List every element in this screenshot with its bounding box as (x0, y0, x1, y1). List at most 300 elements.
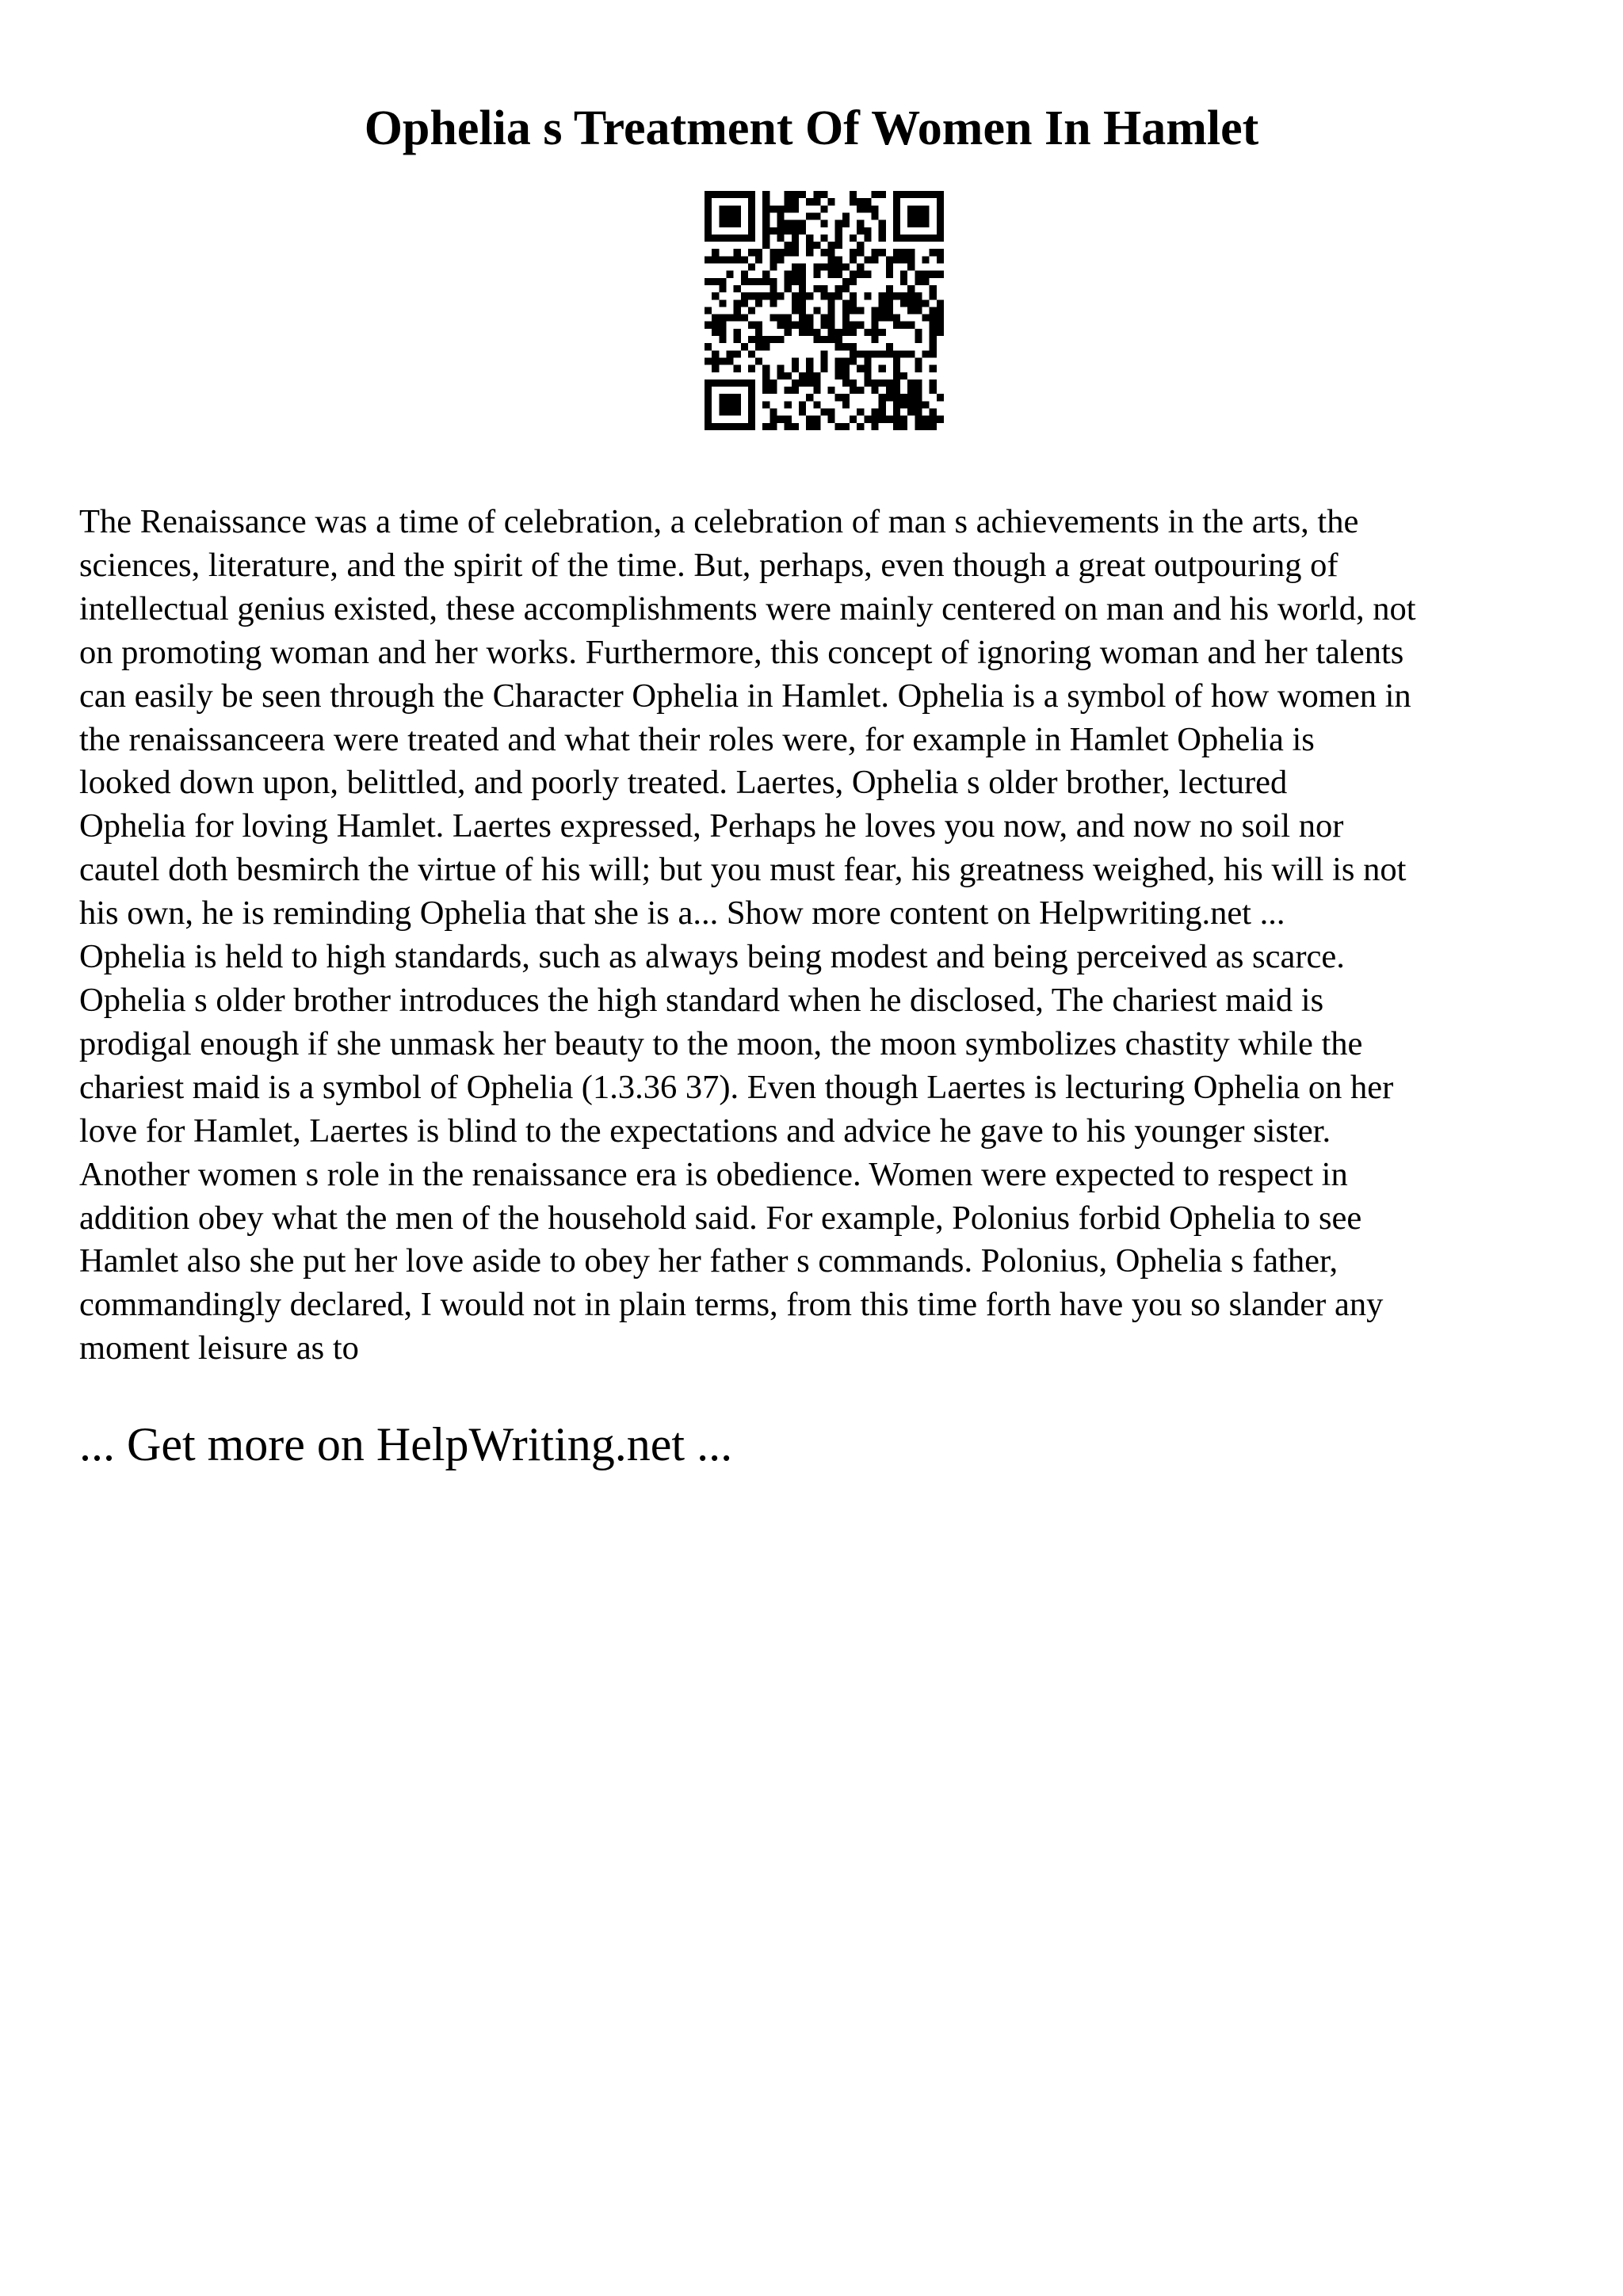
qr-module (785, 372, 792, 379)
body-line: commandingly declared, I would not in plain terms, from this time forth have you so slander any (79, 1286, 1384, 1324)
qr-module (886, 315, 893, 322)
qr-module (799, 379, 806, 387)
qr-module (734, 256, 741, 263)
qr-module (734, 394, 741, 401)
qr-module (864, 292, 871, 299)
qr-module (835, 329, 842, 336)
qr-module (762, 242, 769, 249)
qr-module (915, 212, 922, 219)
qr-module (792, 227, 799, 235)
qr-module (893, 198, 900, 205)
qr-module (792, 191, 799, 198)
qr-module (893, 357, 900, 364)
qr-module (785, 249, 792, 256)
qr-module (719, 379, 726, 387)
qr-module (835, 227, 842, 235)
qr-module (799, 322, 806, 329)
qr-module (769, 416, 777, 423)
qr-module (900, 292, 907, 299)
qr-module (799, 372, 806, 379)
qr-module (857, 409, 864, 416)
qr-module (915, 365, 922, 372)
qr-module (712, 256, 719, 263)
qr-module (762, 205, 769, 212)
qr-module (769, 249, 777, 256)
qr-module (857, 350, 864, 357)
get-more-link[interactable]: ... Get more on HelpWriting.net ... (79, 1418, 733, 1470)
qr-module (864, 357, 871, 364)
qr-module (705, 322, 712, 329)
qr-module (907, 401, 915, 408)
qr-module (734, 409, 741, 416)
qr-module (748, 212, 755, 219)
qr-module (734, 379, 741, 387)
qr-module (879, 409, 886, 416)
qr-module (712, 379, 719, 387)
qr-module (705, 198, 712, 205)
qr-module (930, 379, 937, 387)
qr-module (785, 322, 792, 329)
qr-module (748, 307, 755, 314)
qr-module (762, 387, 769, 394)
qr-module (930, 329, 937, 336)
qr-module (893, 220, 900, 227)
qr-module (828, 242, 835, 249)
qr-module (828, 256, 835, 263)
qr-module (835, 336, 842, 343)
qr-module (893, 350, 900, 357)
qr-module (915, 379, 922, 387)
qr-module (769, 227, 777, 235)
qr-module (850, 416, 857, 423)
qr-module (726, 394, 733, 401)
qr-module (879, 235, 886, 242)
qr-module (734, 307, 741, 314)
qr-module (777, 220, 785, 227)
qr-module (785, 278, 792, 285)
qr-module (850, 387, 857, 394)
body-text (79, 501, 1577, 1371)
qr-module (748, 336, 755, 343)
qr-module (871, 315, 878, 322)
qr-module (930, 235, 937, 242)
qr-module (857, 387, 864, 394)
qr-module (719, 191, 726, 198)
qr-module (726, 350, 733, 357)
qr-module (922, 401, 930, 408)
qr-module (813, 329, 820, 336)
qr-module (762, 423, 769, 430)
qr-module (719, 357, 726, 364)
qr-module (712, 249, 719, 256)
qr-code[interactable] (705, 191, 944, 430)
qr-module (705, 423, 712, 430)
qr-module (930, 271, 937, 278)
qr-module (777, 416, 785, 423)
qr-module (850, 329, 857, 336)
qr-module (907, 350, 915, 357)
qr-module (900, 191, 907, 198)
qr-module (762, 191, 769, 198)
qr-module (820, 285, 827, 292)
qr-module (915, 357, 922, 364)
qr-module (820, 350, 827, 357)
qr-module (769, 264, 777, 271)
qr-module (748, 322, 755, 329)
qr-module (806, 235, 813, 242)
qr-module (792, 387, 799, 394)
qr-module (806, 249, 813, 256)
qr-module (726, 409, 733, 416)
qr-module (734, 423, 741, 430)
qr-module (842, 212, 850, 219)
qr-module (806, 329, 813, 336)
qr-module (886, 285, 893, 292)
qr-module (842, 329, 850, 336)
qr-module (726, 379, 733, 387)
body-line: the renaissanceera were treated and what their roles were, for example in Hamlet Ophelia is (79, 720, 1315, 758)
qr-module (871, 256, 878, 263)
qr-module (748, 394, 755, 401)
qr-module (886, 264, 893, 271)
qr-module (741, 343, 748, 350)
qr-module (726, 191, 733, 198)
qr-module (900, 278, 907, 285)
qr-module (741, 379, 748, 387)
qr-module (835, 285, 842, 292)
qr-module (726, 315, 733, 322)
qr-module (871, 205, 878, 212)
qr-module (762, 271, 769, 278)
qr-module (748, 249, 755, 256)
qr-module (893, 365, 900, 372)
qr-module (762, 401, 769, 408)
qr-module (785, 242, 792, 249)
qr-module (755, 299, 762, 307)
qr-module (850, 322, 857, 329)
qr-module (719, 235, 726, 242)
qr-module (930, 423, 937, 430)
qr-module (777, 315, 785, 322)
qr-module (792, 235, 799, 242)
qr-module (755, 343, 762, 350)
qr-module (712, 357, 719, 364)
qr-module (864, 372, 871, 379)
qr-module (712, 350, 719, 357)
qr-module (755, 249, 762, 256)
qr-module (930, 336, 937, 343)
qr-module (828, 416, 835, 423)
qr-module (842, 394, 850, 401)
qr-module (820, 292, 827, 299)
qr-module (893, 292, 900, 299)
qr-module (799, 227, 806, 235)
qr-module (806, 357, 813, 364)
qr-module (893, 227, 900, 235)
qr-module (937, 322, 944, 329)
qr-module (762, 372, 769, 379)
qr-module (820, 357, 827, 364)
qr-module (922, 235, 930, 242)
qr-module (922, 205, 930, 212)
document-title: Ophelia s Treatment Of Women In Hamlet (364, 101, 1259, 155)
qr-module (777, 227, 785, 235)
qr-module (785, 387, 792, 394)
qr-module (785, 315, 792, 322)
qr-module (842, 379, 850, 387)
qr-module (748, 292, 755, 299)
qr-module (755, 357, 762, 364)
qr-module (879, 379, 886, 387)
qr-module (864, 350, 871, 357)
qr-module (762, 198, 769, 205)
qr-module (900, 416, 907, 423)
body-line: The Renaissance was a time of celebration, a celebration of man s achievements in the arts, the (79, 503, 1359, 540)
qr-module (785, 285, 792, 292)
qr-module (915, 394, 922, 401)
qr-module (907, 299, 915, 307)
qr-module (915, 220, 922, 227)
qr-module (734, 249, 741, 256)
qr-module (879, 307, 886, 314)
qr-module (705, 278, 712, 285)
qr-module (828, 249, 835, 256)
qr-module (734, 191, 741, 198)
qr-module (769, 205, 777, 212)
qr-module (813, 372, 820, 379)
qr-module (930, 387, 937, 394)
qr-module (850, 357, 857, 364)
qr-module (777, 365, 785, 372)
qr-module (850, 278, 857, 285)
qr-module (799, 271, 806, 278)
qr-module (900, 256, 907, 263)
qr-module (907, 191, 915, 198)
qr-module (835, 271, 842, 278)
qr-module (857, 322, 864, 329)
qr-module (937, 299, 944, 307)
qr-module (922, 315, 930, 322)
qr-module (705, 343, 712, 350)
qr-module (813, 423, 820, 430)
body-line: moment leisure as to (79, 1329, 359, 1367)
qr-module (893, 205, 900, 212)
qr-module (900, 401, 907, 408)
qr-module (748, 416, 755, 423)
qr-module (828, 292, 835, 299)
qr-module (857, 271, 864, 278)
qr-module (785, 416, 792, 423)
qr-module (915, 292, 922, 299)
body-line: prodigal enough if she unmask her beauty to the moon, the moon symbolizes chastity while the (79, 1024, 1363, 1062)
qr-module (755, 292, 762, 299)
qr-module (864, 205, 871, 212)
qr-module (937, 394, 944, 401)
qr-module (741, 235, 748, 242)
qr-module (850, 198, 857, 205)
qr-module (712, 235, 719, 242)
qr-module (769, 409, 777, 416)
qr-module (850, 292, 857, 299)
qr-module (850, 379, 857, 387)
qr-module (937, 198, 944, 205)
qr-module (835, 423, 842, 430)
qr-module (762, 235, 769, 242)
qr-module (907, 212, 915, 219)
qr-module (864, 365, 871, 372)
qr-module (806, 365, 813, 372)
qr-module (820, 235, 827, 242)
qr-module (820, 315, 827, 322)
qr-module (806, 416, 813, 423)
body-line: his own, he is reminding Ophelia that she is a... Show more content on Helpwriting.net ... (79, 894, 1285, 933)
qr-module (900, 372, 907, 379)
qr-module (850, 299, 857, 307)
qr-module (820, 322, 827, 329)
body-line: Ophelia for loving Hamlet. Laertes expressed, Perhaps he loves you now, and now no soil nor (79, 807, 1344, 845)
qr-module (850, 350, 857, 357)
body-line: addition obey what the men of the household said. For example, Polonius forbid Ophelia to see (79, 1199, 1362, 1237)
qr-module (864, 256, 871, 263)
qr-module (871, 212, 878, 219)
qr-module (842, 315, 850, 322)
qr-module (799, 307, 806, 314)
qr-module (792, 365, 799, 372)
qr-module (755, 256, 762, 263)
qr-module (893, 256, 900, 263)
qr-module (769, 256, 777, 263)
qr-module (922, 278, 930, 285)
qr-module (864, 198, 871, 205)
qr-module (879, 416, 886, 423)
qr-module (857, 307, 864, 314)
qr-module (777, 205, 785, 212)
qr-module (813, 379, 820, 387)
qr-module (748, 401, 755, 408)
qr-module (828, 336, 835, 343)
qr-module (741, 299, 748, 307)
qr-module (828, 299, 835, 307)
qr-module (930, 249, 937, 256)
qr-module (785, 401, 792, 408)
qr-module (930, 191, 937, 198)
qr-module (864, 416, 871, 423)
qr-module (937, 220, 944, 227)
qr-module (726, 235, 733, 242)
qr-module (842, 278, 850, 285)
body-line: Ophelia s older brother introduces the high standard when he disclosed, The chariest maid is (79, 981, 1324, 1019)
qr-module (748, 235, 755, 242)
qr-module (769, 299, 777, 307)
qr-module (922, 423, 930, 430)
qr-module (850, 191, 857, 198)
body-line: Ophelia is held to high standards, such as always being modest and being perceived as scarce. (79, 938, 1345, 976)
qr-module (879, 249, 886, 256)
qr-module (712, 315, 719, 322)
qr-module (886, 307, 893, 314)
qr-module (719, 401, 726, 408)
qr-module (907, 264, 915, 271)
qr-module (748, 220, 755, 227)
qr-module (879, 329, 886, 336)
qr-module (785, 220, 792, 227)
qr-module (893, 191, 900, 198)
qr-module (842, 307, 850, 314)
qr-module (842, 372, 850, 379)
qr-module (930, 285, 937, 292)
qr-module (907, 205, 915, 212)
body-line: intellectual genius existed, these accomplishments were mainly centered on man and his world, not (79, 589, 1416, 627)
qr-module (886, 387, 893, 394)
qr-module (857, 198, 864, 205)
qr-module (762, 343, 769, 350)
qr-module (879, 191, 886, 198)
qr-module (719, 220, 726, 227)
qr-module (762, 379, 769, 387)
qr-module (762, 365, 769, 372)
qr-module (871, 423, 878, 430)
qr-module (864, 329, 871, 336)
qr-module (792, 322, 799, 329)
qr-module (777, 372, 785, 379)
qr-module (799, 191, 806, 198)
qr-module (792, 299, 799, 307)
qr-module (705, 235, 712, 242)
qr-module (850, 307, 857, 314)
qr-module (734, 205, 741, 212)
qr-module (864, 379, 871, 387)
qr-module (820, 264, 827, 271)
qr-module (719, 423, 726, 430)
qr-module (755, 322, 762, 329)
qr-module (719, 278, 726, 285)
qr-module (871, 191, 878, 198)
qr-module (769, 423, 777, 430)
qr-module (705, 212, 712, 219)
qr-module (785, 191, 792, 198)
qr-module (806, 372, 813, 379)
qr-module (741, 292, 748, 299)
qr-module (712, 423, 719, 430)
qr-module (915, 401, 922, 408)
qr-module (748, 278, 755, 285)
body-line: Hamlet also she put her love aside to obey her father s commands. Polonius, Ophelia s father, (79, 1242, 1338, 1280)
qr-module (835, 343, 842, 350)
qr-module (705, 379, 712, 387)
qr-module (806, 212, 813, 219)
qr-module (705, 409, 712, 416)
qr-module (792, 205, 799, 212)
qr-module (799, 329, 806, 336)
qr-module (777, 235, 785, 242)
qr-module (726, 271, 733, 278)
qr-module (871, 322, 878, 329)
qr-module (813, 285, 820, 292)
qr-module (755, 278, 762, 285)
qr-module (813, 242, 820, 249)
qr-module (806, 379, 813, 387)
qr-module (748, 387, 755, 394)
qr-module (886, 416, 893, 423)
qr-module (741, 278, 748, 285)
qr-module (769, 285, 777, 292)
qr-module (900, 350, 907, 357)
qr-module (907, 379, 915, 387)
qr-module (828, 198, 835, 205)
qr-module (820, 205, 827, 212)
qr-module (871, 249, 878, 256)
qr-module (813, 387, 820, 394)
